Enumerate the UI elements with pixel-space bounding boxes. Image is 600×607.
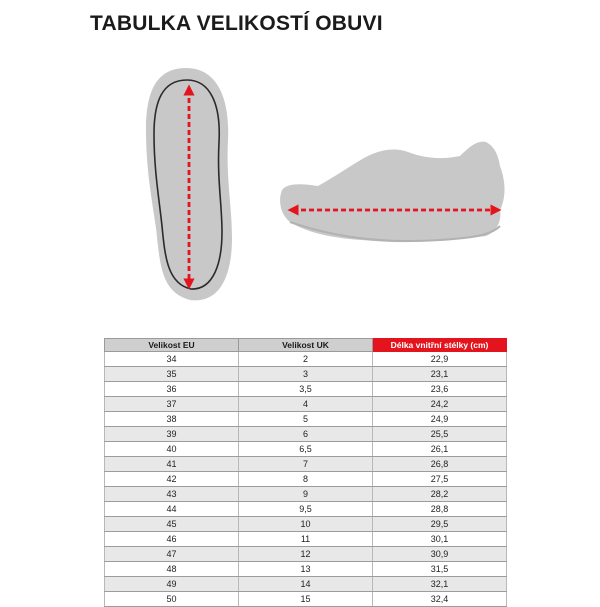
eu-size-cell: 38	[105, 412, 239, 427]
insole-length-cell: 24,9	[373, 412, 507, 427]
table-row	[105, 562, 507, 577]
header-eu-size: Velikost EU	[105, 339, 239, 352]
page-title: TABULKA VELIKOSTÍ OBUVI	[90, 12, 383, 35]
eu-size-cell: 46	[105, 532, 239, 547]
eu-size-cell: 50	[105, 592, 239, 607]
uk-size-cell: 6,5	[239, 442, 373, 457]
uk-size-cell: 3,5	[239, 382, 373, 397]
uk-size-cell: 3	[239, 367, 373, 382]
table-row	[105, 472, 507, 487]
table-row	[105, 352, 507, 367]
insole-length-cell: 24,2	[373, 397, 507, 412]
uk-size-cell: 11	[239, 532, 373, 547]
insole-length-cell: 30,9	[373, 547, 507, 562]
uk-size-cell: 5	[239, 412, 373, 427]
insole-length-cell: 25,5	[373, 427, 507, 442]
uk-size-cell: 2	[239, 352, 373, 367]
eu-size-cell: 44	[105, 502, 239, 517]
insole-length-cell: 26,1	[373, 442, 507, 457]
uk-size-cell: 6	[239, 427, 373, 442]
uk-size-cell: 14	[239, 577, 373, 592]
table-row	[105, 487, 507, 502]
table-header-row	[105, 339, 507, 352]
table-row	[105, 547, 507, 562]
eu-size-cell: 40	[105, 442, 239, 457]
shoe-side-icon	[280, 142, 504, 242]
insole-length-cell: 28,8	[373, 502, 507, 517]
insole-length-cell: 22,9	[373, 352, 507, 367]
table-row	[105, 457, 507, 472]
insole-length-cell: 29,5	[373, 517, 507, 532]
table-row	[105, 397, 507, 412]
eu-size-cell: 45	[105, 517, 239, 532]
table-row	[105, 412, 507, 427]
table-row	[105, 592, 507, 607]
insole-length-cell: 23,1	[373, 367, 507, 382]
table-row	[105, 577, 507, 592]
insole-length-cell: 30,1	[373, 532, 507, 547]
uk-size-cell: 15	[239, 592, 373, 607]
eu-size-cell: 48	[105, 562, 239, 577]
insole-length-cell: 27,5	[373, 472, 507, 487]
eu-size-cell: 47	[105, 547, 239, 562]
table-row	[105, 502, 507, 517]
table-row	[105, 532, 507, 547]
eu-size-cell: 36	[105, 382, 239, 397]
eu-size-cell: 39	[105, 427, 239, 442]
header-insole-length: Délka vnitřní stélky (cm)	[373, 339, 507, 352]
uk-size-cell: 13	[239, 562, 373, 577]
insole-length-cell: 28,2	[373, 487, 507, 502]
uk-size-cell: 7	[239, 457, 373, 472]
uk-size-cell: 10	[239, 517, 373, 532]
eu-size-cell: 41	[105, 457, 239, 472]
insole-length-cell: 26,8	[373, 457, 507, 472]
size-table	[104, 338, 507, 607]
insole-length-cell: 32,4	[373, 592, 507, 607]
eu-size-cell: 35	[105, 367, 239, 382]
uk-size-cell: 12	[239, 547, 373, 562]
insole-length-cell: 32,1	[373, 577, 507, 592]
header-uk-size: Velikost UK	[239, 339, 373, 352]
table-row	[105, 442, 507, 457]
insole-length-cell: 31,5	[373, 562, 507, 577]
eu-size-cell: 34	[105, 352, 239, 367]
table-row	[105, 517, 507, 532]
uk-size-cell: 8	[239, 472, 373, 487]
table-row	[105, 427, 507, 442]
size-table-body	[105, 352, 507, 607]
uk-size-cell: 9,5	[239, 502, 373, 517]
table-row	[105, 367, 507, 382]
eu-size-cell: 43	[105, 487, 239, 502]
eu-size-cell: 37	[105, 397, 239, 412]
eu-size-cell: 49	[105, 577, 239, 592]
uk-size-cell: 4	[239, 397, 373, 412]
uk-size-cell: 9	[239, 487, 373, 502]
insole-length-cell: 23,6	[373, 382, 507, 397]
table-row	[105, 382, 507, 397]
eu-size-cell: 42	[105, 472, 239, 487]
